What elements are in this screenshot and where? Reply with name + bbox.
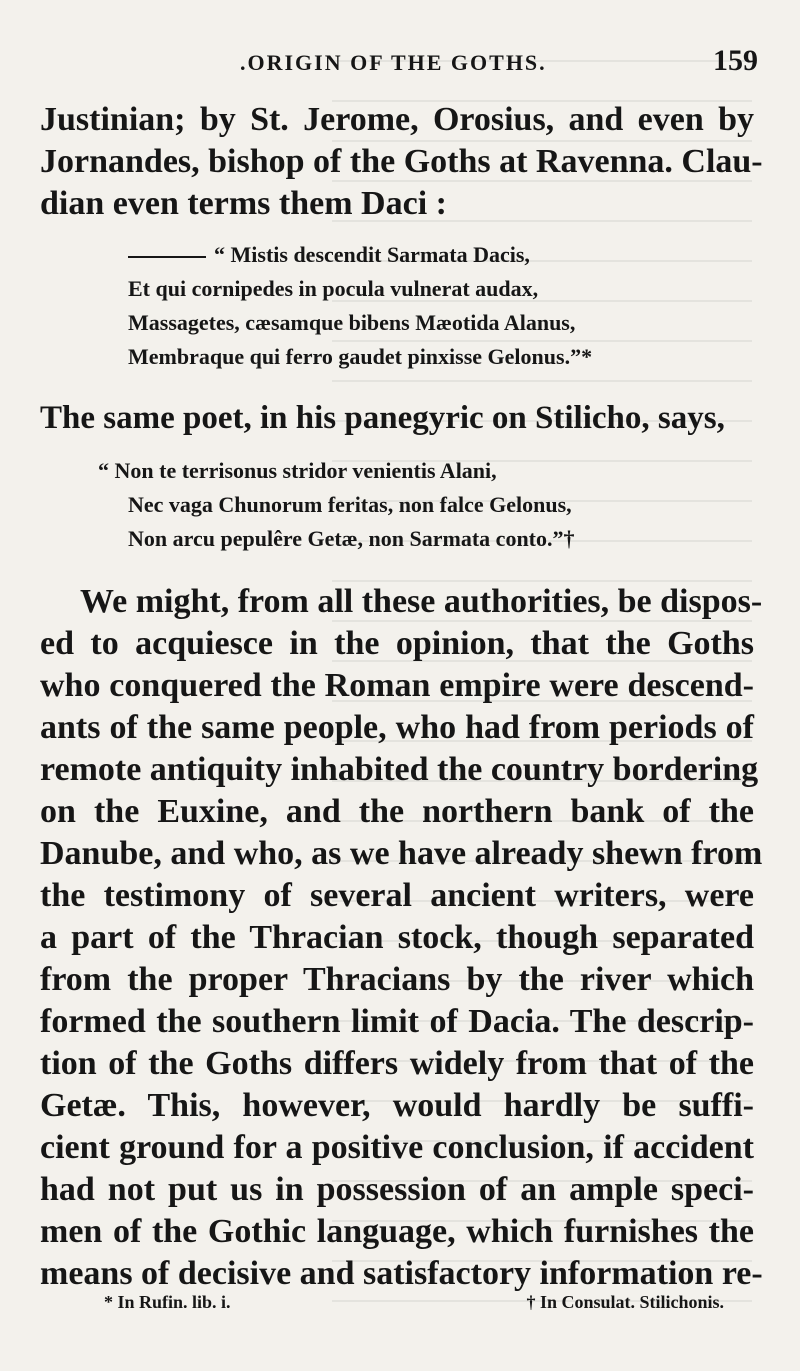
verse-line: “ Non te terrisonus stridor venientis Alani, [98,458,497,483]
verse-rule [128,256,206,258]
verse-line: Non arcu pepulêre Getæ, non Sarmata conto.”† [128,526,575,551]
paragraph-line: formed the southern limit of Dacia. The descrip- [40,1003,754,1040]
paragraph-line: Danube, and who, as we have already shewn from [40,835,763,872]
page-number: 159 [713,44,758,77]
paragraph-line: a part of the Thracian stock, though separated [40,919,754,956]
text-line: The same poet, in his panegyric on Stilicho, says, [40,400,725,436]
paragraph-line: ed to acquiesce in the opinion, that the Goths [40,625,754,662]
paragraph-line: from the proper Thracians by the river which [40,961,754,998]
paragraph-line: had not put us in possession of an ample speci- [40,1171,754,1208]
paragraph-line: the testimony of several ancient writers, were [40,877,754,914]
verse-line [128,240,728,270]
paragraph-line: means of decisive and satisfactory information re- [40,1255,763,1292]
paragraph-line: on the Euxine, and the northern bank of the [40,793,754,830]
footnotes [104,1292,724,1313]
paragraph-line: tion of the Goths differs widely from that of the [40,1045,754,1082]
paragraph-line: remote antiquity inhabited the country bordering [40,751,759,788]
text-line: Justinian; by St. Jerome, Orosius, and even by [40,101,754,138]
running-head: .ORIGIN OF THE GOTHS. [240,50,547,75]
paragraph-line: cient ground for a positive conclusion, if accident [40,1129,754,1166]
paragraph-line: who conquered the Roman empire were descend- [40,667,754,704]
paragraph-line: Getæ. This, however, would hardly be suffi- [40,1087,754,1124]
verse-line: Massagetes, cæsamque bibens Mæotida Alanus, [128,310,576,335]
text-line: dian even terms them Daci : [40,185,447,222]
verse-text: “ Mistis descendit Sarmata Dacis, [214,242,530,267]
paragraph-line: ants of the same people, who had from periods of [40,709,754,746]
verse-line: Membraque qui ferro gaudet pinxisse Gelonus.”* [128,344,593,369]
verse-line: Et qui cornipedes in pocula vulnerat audax, [128,276,539,301]
footnote-right: † In Consulat. Stilichonis. [526,1292,724,1312]
page-header [40,44,758,84]
footnote-left: * In Rufin. lib. i. [104,1292,231,1312]
paragraph-line: men of the Gothic language, which furnishes the [40,1213,754,1250]
verse-line: Nec vaga Chunorum feritas, non falce Gelonus, [128,492,572,517]
text-line: Jornandes, bishop of the Goths at Ravenna. Clau- [40,143,763,180]
paragraph-line: We might, from all these authorities, be dispos- [80,583,763,620]
